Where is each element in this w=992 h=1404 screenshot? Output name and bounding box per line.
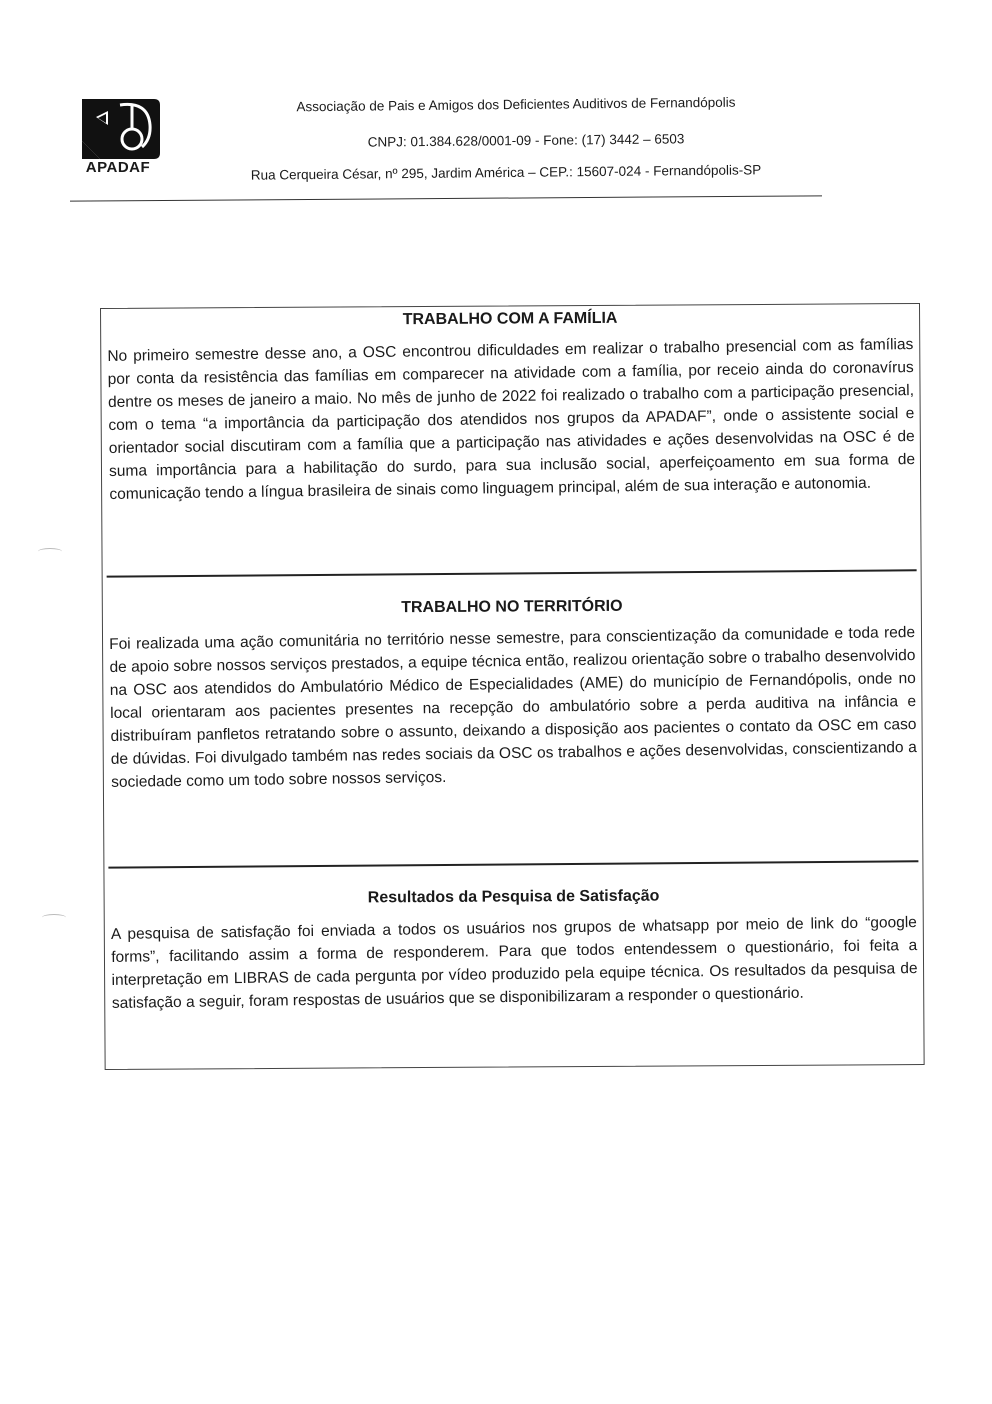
section-territory-work bbox=[109, 596, 916, 794]
apadaf-logo bbox=[70, 95, 166, 185]
logo-text: APADAF bbox=[85, 159, 151, 176]
scan-mark bbox=[38, 548, 62, 555]
ear-logo-icon bbox=[74, 95, 162, 161]
letterhead bbox=[0, 0, 992, 210]
section-title: TRABALHO NO TERRITÓRIO bbox=[401, 597, 623, 617]
address: Rua Cerqueira César, nº 295, Jardim América – CEP.: 15607-024 - Fernandópolis-SP bbox=[250, 162, 762, 183]
scan-mark bbox=[42, 914, 66, 921]
section-family-work bbox=[107, 308, 914, 506]
section-satisfaction-survey bbox=[111, 886, 918, 1015]
section-divider bbox=[108, 860, 918, 868]
section-body: Foi realizada uma ação comunitária no território nesse semestre, para conscientização da comunidade e toda rede de apoio sobre nossos serviços prestados, a equipe técnica então, realizou orientação sobre o trabalho desenvolvido na OSC aos atendidos do Ambulatório Médico de Especialidades (AME) do município de Fernandópolis, onde no local orientaram aos pacientes presentes na recepção do ambulatório sobre a perda auditiva na infância e distribuíram panfletos retratando sobre o assunto, deixando a disposição aos pacientes o contato da OSC em caso de dúvidas. Foi divulgado também nas redes sociais da OSC os trabalhos e ações desenvolvidas, conscientizando a sociedade como um todo sobre nossos serviços. bbox=[109, 623, 917, 791]
section-body: A pesquisa de satisfação foi enviada a todos os usuários nos grupos de whatsapp por meio de link do “google forms”, facilitando assim a forma de responderem. Para que todos entendessem o questionário, foi feita a interpretação em LIBRAS de cada pergunta por vídeo produzido pela equipe técnica. Os resultados da pesquisa de satisfação a seguir, foram respostas de usuários que se disponibilizaram a responder o questionário. bbox=[110, 913, 918, 1012]
section-title: TRABALHO COM A FAMÍLIA bbox=[402, 309, 618, 329]
section-body: No primeiro semestre desse ano, a OSC encontrou dificuldades em realizar o trabalho presencial com as famílias por conta da resistência das famílias em comparecer na atividade com a família, por receio ainda do coronavírus dentre os meses de janeiro a maio. No mês de junho de 2022 foi realizado o trabalho com a participação presencial, com o tema “a importância da participação dos atendidos nos grupos da APADAF”, onde o assistente social e orientador social discutiram com a família que a participação nas atividades e ações desenvolvidas na OSC é de suma importância para a habilitação do surdo, para sua inclusão social, aperfeiçoamento em sua forma de comunicação tendo a língua brasileira de sinais como linguagem principal, além de sua interação e autonomia. bbox=[107, 335, 916, 503]
header-divider bbox=[70, 195, 822, 201]
org-name: Associação de Pais e Amigos dos Deficientes Auditivos de Fernandópolis bbox=[296, 94, 736, 115]
content-box bbox=[100, 303, 925, 1070]
cnpj-phone: CNPJ: 01.384.628/0001-09 - Fone: (17) 3442 – 6503 bbox=[367, 131, 685, 150]
section-divider bbox=[107, 569, 917, 577]
section-title: Resultados da Pesquisa de Satisfação bbox=[367, 887, 660, 907]
